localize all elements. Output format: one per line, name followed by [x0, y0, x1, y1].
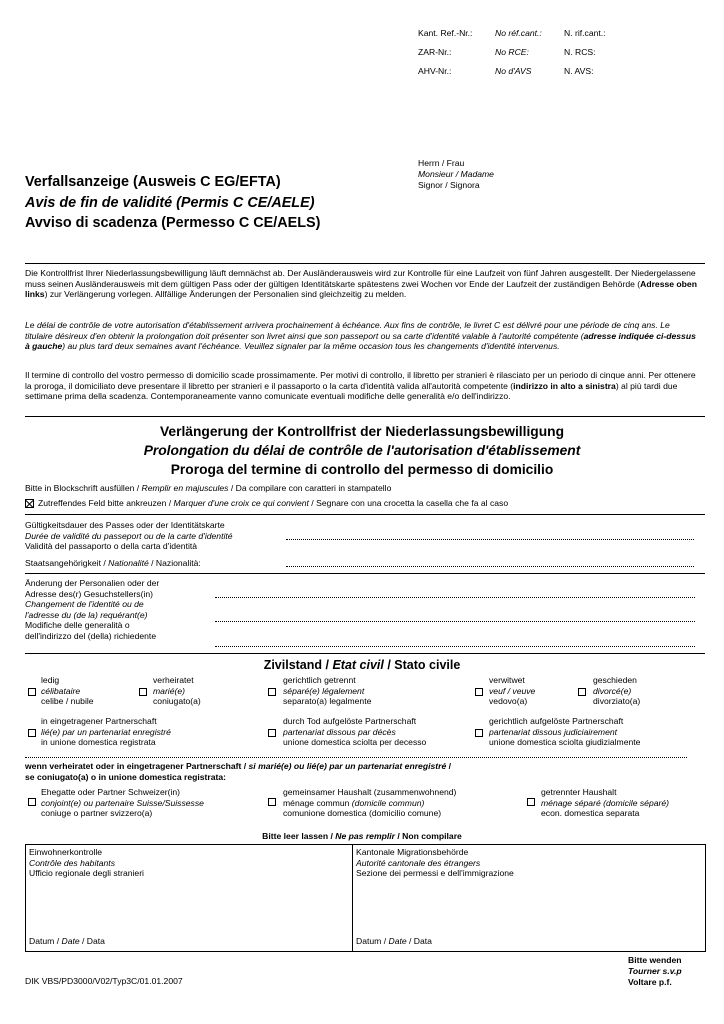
option-verwitwet [489, 675, 535, 707]
left-date-fr: Date [61, 936, 80, 946]
checkbox-verwitwet[interactable] [475, 688, 483, 696]
divider-section [25, 416, 705, 417]
geschieden-it: divorziato(a) [593, 696, 641, 707]
getrennt-fr: séparé(e) légalement [283, 685, 365, 696]
nationality-fr: Nationalité [108, 558, 149, 568]
verheiratet-de: verheiratet [153, 675, 194, 685]
change-it2: dell'indirizzo del (della) richiedente [25, 630, 157, 641]
right-date-fr: Date [388, 936, 407, 946]
ref-label-zar: ZAR-Nr.: [418, 47, 452, 57]
page-title [25, 172, 320, 234]
civil-title-it: / Stato civile [383, 658, 461, 672]
nationality-label [25, 558, 201, 569]
ledig-it: celibe / nubile [41, 696, 94, 707]
section-title-de: Verlängerung der Kontrollfrist der Niederlassungsbewilligung [159, 424, 564, 439]
ref-label-kant: Kant. Ref.-Nr.: [418, 28, 473, 38]
title-it: Avviso di scadenza (Permesso C CE/AELS) [25, 215, 321, 231]
addressee-de: Herrn / Frau [418, 158, 465, 168]
checkbox-partnerschaft[interactable] [28, 729, 36, 737]
divider-top [25, 263, 705, 264]
verheiratet-fr: marié(e) [153, 685, 185, 696]
ref-fr-ahv: No d'AVS [495, 66, 532, 76]
intro-fr-text: Le délai de contrôle de votre autorisation d'établissement arrivera prochainement à échéance. Aux fins de contrôle, le livret C est délivré pour une période de cinq ans. Le titulaire désireux d'en obtenir la prolongation doit présenter son livret ainsi que son passeport ou sa carte d'identité valable à l'autorité compétente ( [25, 320, 670, 341]
verwitwet-it: vedovo(a) [489, 696, 528, 707]
option-tod [283, 716, 426, 748]
verwitwet-fr: veuf / veuve [489, 685, 536, 696]
turn-fr: Tourner s.v.p [628, 966, 682, 976]
divider-civil [25, 653, 705, 654]
aufgeloest-it: unione domestica sciolta giudizialmente [489, 737, 641, 748]
office-right-de: Kantonale Migrationsbehörde [356, 847, 469, 857]
left-date-it: / Data [79, 936, 105, 946]
ledig-fr: célibataire [41, 685, 81, 696]
change-de2: Adresse des(r) Gesuchstellers(in) [25, 588, 153, 599]
change-fr1: Changement de l'identité ou de [25, 599, 144, 610]
tod-de: durch Tod aufgelöste Partnerschaft [283, 716, 417, 726]
checkbox-verheiratet[interactable] [139, 688, 147, 696]
office-right-fr: Autorité cantonale des étrangers [356, 857, 481, 868]
office-right-date [356, 936, 432, 947]
partnerschaft-de: in eingetragener Partnerschaft [41, 716, 157, 726]
title-de: Verfallsanzeige (Ausweis C EG/EFTA) [25, 174, 281, 190]
divider-change [25, 573, 705, 574]
ref-labels [418, 24, 472, 81]
married-head-it: se coniugato(a) o in unione domestica registrata: [25, 771, 227, 782]
office-left-fr: Contrôle des habitants [29, 857, 115, 868]
aufgeloest-de: gerichtlich aufgelöste Partnerschaft [489, 716, 624, 726]
option-aufgeloest [489, 716, 640, 748]
instr1-it: / Da compilare con caratteri in stampatello [228, 483, 392, 493]
getrennt-hh-fr: ménage séparé (domicile séparé) [541, 797, 670, 808]
office-head-fr: Ne pas remplir [335, 831, 395, 841]
option-partner-swiss [41, 787, 204, 819]
aufgeloest-fr: partenariat dissous judiciairement [489, 726, 618, 737]
partner-de: Ehegatte oder Partner Schweizer(in) [41, 787, 181, 797]
validity-input[interactable] [286, 539, 694, 540]
intro-it-bold: indirizzo in alto a sinistra [513, 380, 616, 391]
office-box-divider [352, 844, 353, 952]
geschieden-fr: divorcé(e) [593, 685, 632, 696]
change-input-3[interactable] [215, 646, 695, 647]
example-checked-checkbox-icon [25, 499, 34, 508]
option-geschieden [593, 675, 640, 707]
partner-fr: conjoint(e) ou partenaire Suisse/Suissesse [41, 797, 204, 808]
getrennt-de: gerichtlich getrennt [283, 675, 356, 685]
divider-married [25, 757, 687, 758]
nationality-it: / Nazionalità: [148, 558, 201, 568]
intro-fr-bold: adresse indiquée ci-dessus à gauche [25, 330, 696, 351]
partnerschaft-fr: lié(e) par un partenariat enregistré [41, 726, 171, 737]
intro-fr [25, 320, 697, 352]
turn-over [628, 955, 682, 988]
turn-it: Voltare p.f. [628, 977, 672, 987]
ref-fr-kant: No réf.cant.: [495, 28, 542, 38]
office-left-it: Ufficio regionale degli stranieri [29, 868, 144, 879]
verwitwet-de: verwitwet [489, 675, 525, 685]
addressee-it: Signor / Signora [418, 180, 480, 190]
checkbox-getrennt[interactable] [268, 688, 276, 696]
addressee-fr: Monsieur / Madame [418, 169, 494, 179]
change-input-1[interactable] [215, 597, 695, 598]
married-head-fr: si marié(e) ou lié(e) par un partenariat enregistré [248, 761, 447, 771]
checkbox-geschieden[interactable] [578, 688, 586, 696]
change-de1: Änderung der Personalien oder der [25, 578, 160, 588]
change-fr2: l'adresse du (de la) requérant(e) [25, 609, 148, 620]
change-input-2[interactable] [215, 621, 695, 622]
intro-de-bold: Adresse oben links [25, 278, 697, 299]
intro-it-text-end: ) al più tardi due settimane prima della scadenza. Contemporaneamente vanno comunicate eventuali modifiche delle generalità e/o dell'indirizzo. [25, 380, 678, 401]
nationality-input[interactable] [286, 566, 694, 567]
married-head-de: wenn verheiratet oder in eingetragener Partnerschaft / [25, 761, 249, 771]
ref-french [495, 24, 542, 81]
section-title-it: Proroga del termine di controllo del permesso di domicilio [170, 462, 554, 477]
instr2-de: Zutreffendes Feld bitte ankreuzen / [38, 498, 174, 508]
turn-de: Bitte wenden [628, 955, 682, 965]
right-date-de: Datum / [356, 936, 389, 946]
office-left [29, 847, 144, 879]
ref-italian [564, 24, 606, 81]
office-right [356, 847, 514, 879]
intro-de-text-end: ) zur Verlängerung vorlegen. Allfällige Änderungen der Personalien sind gleichzeitig zu melden. [44, 289, 407, 299]
form-code: DIK VBS/PD3000/V02/Typ3C/01.01.2007 [25, 976, 183, 986]
nationality-de: Staatsangehörigkeit / [25, 558, 109, 568]
change-label [25, 578, 159, 642]
option-ledig [41, 675, 94, 707]
validity-fr: Durée de validité du passeport ou de la carte d'identité [25, 530, 233, 541]
gemeinsam-fr-it: (domicile commun) [351, 797, 425, 808]
intro-fr-text-end: ) au plus tard deux semaines avant l'échéance. Veuillez signaler par la même occasion tous les changements d'identité intervenus. [62, 341, 560, 351]
checkbox-tod[interactable] [268, 729, 276, 737]
checkbox-getrennt-haushalt[interactable] [527, 798, 535, 806]
tod-it: unione domestica sciolta per decesso [283, 737, 427, 748]
gemeinsam-fr: ménage commun [283, 797, 352, 808]
civil-title [0, 657, 724, 673]
option-partnerschaft [41, 716, 171, 748]
addressee [418, 158, 494, 191]
office-right-it: Sezione dei permessi e dell'immigrazione [356, 868, 514, 879]
partner-it: coniuge o partner svizzero(a) [41, 808, 153, 819]
section-title-fr: Prolongation du délai de contrôle de l'autorisation d'établissement [143, 443, 581, 458]
ref-label-ahv: AHV-Nr.: [418, 66, 452, 76]
getrennt-it: separato(a) legalmente [283, 696, 372, 707]
divider-fields [25, 514, 705, 515]
ref-it-kant: N. rif.cant.: [564, 28, 606, 38]
change-it1: Modifiche delle generalità o [25, 620, 130, 631]
validity-label [25, 520, 233, 552]
instruction-tick [38, 498, 508, 509]
checkbox-partner-swiss[interactable] [28, 798, 36, 806]
instruction-block-letters [25, 483, 391, 494]
civil-title-de: Zivilstand / [263, 658, 333, 672]
instr2-fr: Marquer d'une croix ce qui convient [173, 498, 309, 508]
married-heading [25, 761, 451, 782]
intro-it [25, 370, 697, 402]
checkbox-ledig[interactable] [28, 688, 36, 696]
left-date-de: Datum / [29, 936, 62, 946]
instr2-it: / Segnare con una crocetta la casella che fa al caso [308, 498, 509, 508]
instr1-de: Bitte in Blockschrift ausfüllen / [25, 483, 142, 493]
getrennt-hh-it: econ. domestica separata [541, 808, 640, 819]
office-head-de: Bitte leer lassen / [262, 831, 336, 841]
civil-title-fr: Etat civil [332, 658, 384, 672]
verheiratet-it: coniugato(a) [153, 696, 201, 707]
ref-fr-zar: No RCE: [495, 47, 529, 57]
ref-it-ahv: N. AVS: [564, 66, 594, 76]
gemeinsam-de: gemeinsamer Haushalt (zusammenwohnend) [283, 787, 457, 797]
office-left-de: Einwohnerkontrolle [29, 847, 103, 857]
instr1-fr: Remplir en majuscules [141, 483, 229, 493]
office-head-it: / Non compilare [394, 831, 462, 841]
partnerschaft-it: in unione domestica registrata [41, 737, 156, 748]
intro-de [25, 268, 697, 300]
checkbox-gemeinsam[interactable] [268, 798, 276, 806]
right-date-it: / Data [406, 936, 432, 946]
married-head-post: / [446, 761, 452, 771]
geschieden-de: geschieden [593, 675, 637, 685]
validity-de: Gültigkeitsdauer des Passes oder der Identitätskarte [25, 520, 225, 530]
option-getrennt-haushalt [541, 787, 669, 819]
validity-it: Validità del passaporto o della carta d'identità [25, 541, 198, 552]
option-verheiratet [153, 675, 201, 707]
option-gemeinsam [283, 787, 456, 819]
checkbox-aufgeloest[interactable] [475, 729, 483, 737]
ledig-de: ledig [41, 675, 60, 685]
office-heading [0, 830, 724, 842]
title-fr: Avis de fin de validité (Permis C CE/AELE) [25, 194, 315, 211]
option-getrennt [283, 675, 371, 707]
gemeinsam-it: comunione domestica (domicilio comune) [283, 808, 442, 819]
office-left-date [29, 936, 105, 947]
intro-de-text: Die Kontrollfrist Ihrer Niederlassungsbewilligung läuft demnächst ab. Der Ausländerausweis wird zur Kontrolle für eine Laufzeit von fünf Jahren ausgestellt. Der Niedergelassene muss seinen Ausländerausweis mit dem gültigen Pass oder der gültigen Identitätskarte spätestens zwei Wochen vor Ende der Laufzeit der zuständigen Behörde ( [25, 268, 696, 289]
intro-it-text: Il termine di controllo del vostro permesso di domicilio scade prossimamente. Per motivi di controllo, il libretto per stranieri è rilasciato per un periodo di cinque anni. Per ottenere la proroga, il domiciliato deve presentare il libretto per stranieri e il passaporto o la carta d'identità valida all'autorità competente ( [25, 370, 696, 391]
ref-it-zar: N. RCS: [564, 47, 596, 57]
getrennt-hh-de: getrennter Haushalt [541, 787, 617, 797]
tod-fr: partenariat dissous par décès [283, 726, 396, 737]
